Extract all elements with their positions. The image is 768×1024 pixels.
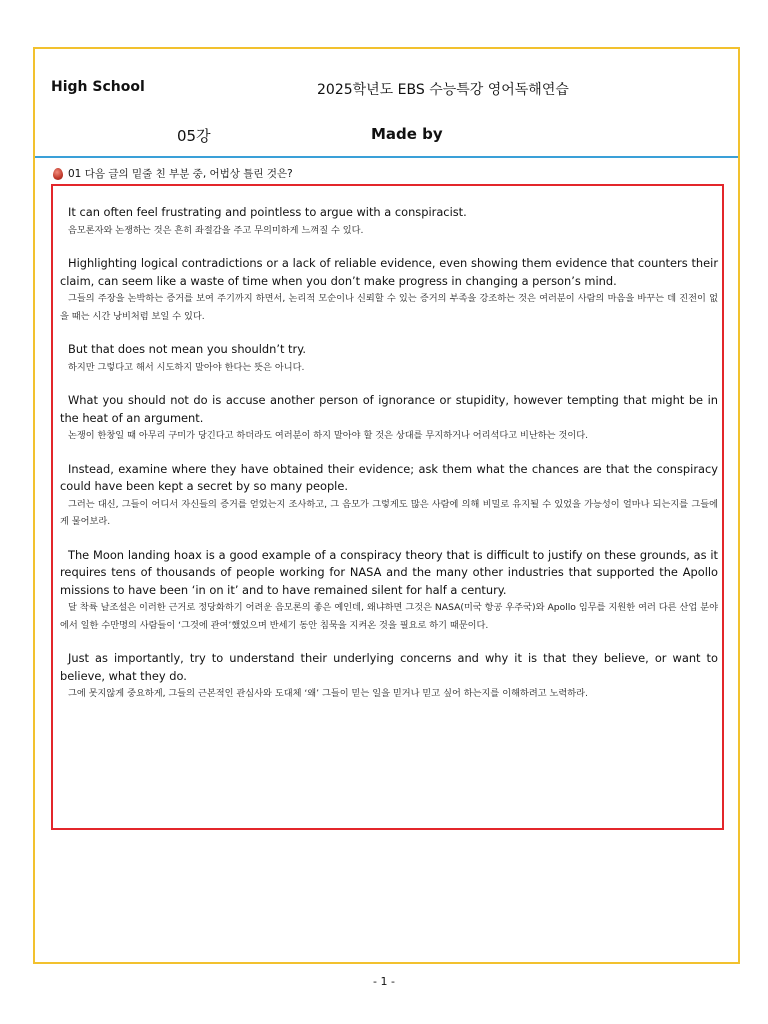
- english-sentence: It can often feel frustrating and pointless to argue with a conspiracist.: [68, 205, 467, 219]
- worksheet-title: 2025학년도 EBS 수능특강 영어독해연습: [317, 82, 569, 98]
- korean-translation: 그에 못지않게 중요하게, 그들의 근본적인 관심사와 도대체 ‘왜’ 그들이 믿는 일을 믿거나 믿고 싶어 하는지를 이해하려고 노력하라.: [68, 688, 588, 699]
- passage-paragraph: [60, 392, 718, 445]
- made-by-label: Made by: [371, 125, 443, 143]
- question-prompt: [53, 166, 293, 181]
- page-frame: [33, 47, 740, 964]
- question-text: 01 다음 글의 밑줄 친 부분 중, 어법상 틀린 것은?: [68, 168, 293, 180]
- school-label: High School: [51, 79, 145, 95]
- passage-paragraph: [60, 204, 718, 239]
- english-sentence: Just as importantly, try to understand their underlying concerns and why it is that they believe, or want to believe, what they do.: [60, 651, 718, 683]
- english-sentence: Instead, examine where they have obtained their evidence; ask them what the chances are that the conspiracy could have been kept a secret by so many people.: [60, 461, 718, 493]
- passage-paragraph: [60, 255, 718, 325]
- english-sentence: What you should not do is accuse another person of ignorance or stupidity, however tempting that might be in the heat of an argument.: [60, 393, 718, 425]
- page-number: - 1 -: [373, 975, 395, 988]
- korean-translation: 하지만 그렇다고 해서 시도하지 말아야 한다는 뜻은 아니다.: [68, 361, 305, 373]
- korean-translation: 논쟁이 한창일 때 아무리 구미가 당긴다고 하더라도 여러분이 하지 말아야 할 것은 상대를 무지하거나 어리석다고 비난하는 것이다.: [68, 430, 589, 441]
- korean-translation: 그러는 대신, 그들이 어디서 자신들의 증거를 얻었는지 조사하고, 그 음모가 그렇게도 많은 사람에 의해 비밀로 유지될 수 있었을 가능성이 얼마나 되는지를 그들에게 물어보라.: [60, 498, 718, 527]
- passage-box: [51, 184, 724, 830]
- english-sentence: But that does not mean you shouldn’t try.: [68, 342, 306, 356]
- english-sentence: The Moon landing hoax is a good example of a conspiracy theory that is difficult to justify on these grounds, as it requires tens of thousands of people working for NASA and the many other industries that supported the Apollo missions to have been ‘in on it’ and to have remained silent for half a century.: [60, 547, 718, 597]
- korean-translation: 달 착륙 날조설은 이러한 근거로 정당화하기 어려운 음모론의 좋은 예인데, 왜냐하면 그것은 NASA(미국 항공 우주국)와 Apollo 임무를 지원한 여러 다른 산업 분야에서 일한 수만명의 사람들이 ‘그것에 관여’했었으며 반세기 동안 침묵을 지켜온 것을 필요로 하기 때문이다.: [60, 602, 718, 631]
- passage-paragraph: [60, 461, 718, 531]
- header-divider: [35, 156, 738, 158]
- english-sentence: Highlighting logical contradictions or a lack of reliable evidence, even showing them evidence that counters their claim, can seem like a waste of time when you don’t make progress in changing a person’s mind.: [60, 256, 718, 288]
- lesson-label: 05강: [177, 127, 211, 145]
- passage-paragraph: [60, 341, 718, 376]
- korean-translation: 음모론자와 논쟁하는 것은 흔히 좌절감을 주고 무의미하게 느껴질 수 있다.: [68, 224, 364, 236]
- red-bullet-icon: [53, 168, 63, 180]
- passage-paragraph: [60, 650, 718, 703]
- passage-paragraph: [60, 547, 718, 635]
- korean-translation: 그들의 주장을 논박하는 증거를 보여 주기까지 하면서, 논리적 모순이나 신뢰할 수 있는 증거의 부족을 강조하는 것은 여러분이 사람의 마음을 바꾸는 데 진전이 없을 때는 시간 낭비처럼 보일 수 있다.: [60, 293, 718, 322]
